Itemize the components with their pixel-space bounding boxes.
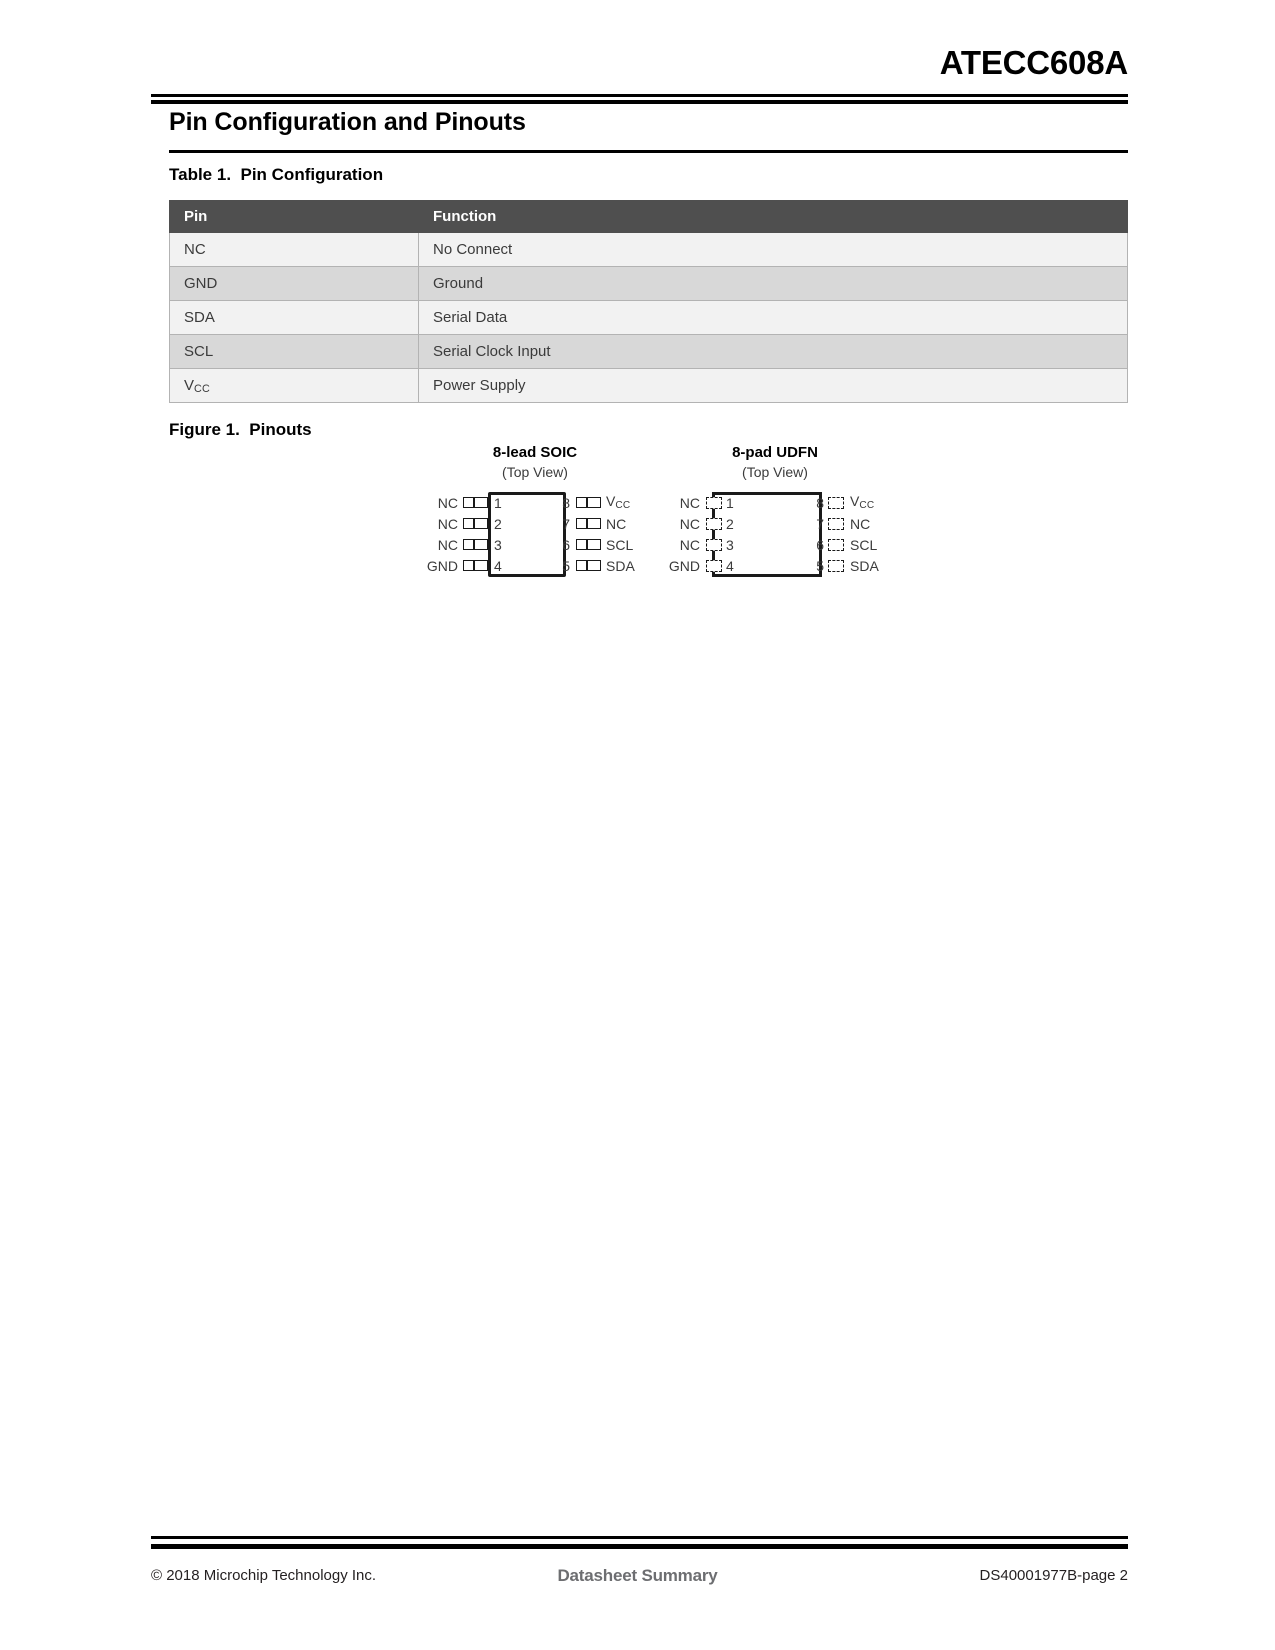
udfn-left-pin-number: 1 — [726, 494, 734, 511]
udfn-right-pin-number: 7 — [816, 515, 824, 532]
table-row — [170, 267, 1128, 301]
soic-left-label: NC — [437, 515, 458, 532]
soic-left-pin-number: 4 — [494, 557, 502, 574]
soic-left-label: NC — [437, 494, 458, 511]
soic-pin-row — [420, 492, 650, 513]
table-body — [170, 233, 1128, 403]
udfn-pad-icon — [828, 518, 844, 530]
udfn-left-label: GND — [668, 557, 700, 574]
pin-subscript: CC — [194, 383, 211, 395]
udfn-right-label: NC — [850, 515, 871, 532]
soic-lead-icon — [576, 518, 601, 529]
udfn-pad-icon — [706, 518, 722, 530]
soic-left-pin-number: 2 — [494, 515, 502, 532]
soic-lead-icon — [463, 497, 488, 508]
table-caption: Table 1. Pin Configuration — [169, 165, 384, 184]
udfn-right-pin-number: 6 — [816, 536, 824, 553]
header-rule-thick — [151, 100, 1128, 104]
cell-function: No Connect — [419, 233, 1128, 267]
cell-pin: NC — [170, 233, 419, 267]
udfn-left-pin-number: 2 — [726, 515, 734, 532]
footer-rule-thick — [151, 1544, 1128, 1549]
udfn-left-label: NC — [679, 494, 700, 511]
column-header-pin: Pin — [170, 201, 419, 233]
udfn-pad-icon — [706, 560, 722, 572]
soic-lead-icon — [576, 497, 601, 508]
pinout-figure — [420, 444, 920, 604]
udfn-pad-icon — [706, 539, 722, 551]
udfn-left-pin-number: 3 — [726, 536, 734, 553]
udfn-left-label: NC — [679, 536, 700, 553]
udfn-pin-row — [660, 555, 890, 576]
header-rule-thin — [151, 94, 1128, 97]
section-rule — [169, 150, 1128, 153]
soic-lead-icon — [463, 518, 488, 529]
udfn-pad-icon — [706, 497, 722, 509]
pin-configuration-table — [169, 200, 1128, 403]
soic-subtitle: (Top View) — [502, 464, 568, 480]
udfn-title: 8-pad UDFN — [732, 444, 818, 461]
udfn-left-label: NC — [679, 515, 700, 532]
document-title: ATECC608A — [939, 44, 1128, 81]
soic-right-pin-number: 7 — [562, 515, 570, 532]
soic-pin-row — [420, 555, 650, 576]
table-row — [170, 301, 1128, 335]
footer-rule-thin — [151, 1536, 1128, 1539]
cell-function: Ground — [419, 267, 1128, 301]
cell-pin: SDA — [170, 301, 419, 335]
label-subscript: CC — [859, 500, 875, 511]
udfn-pad-icon — [828, 539, 844, 551]
footer-page-reference: DS40001977B-page 2 — [979, 1567, 1128, 1584]
footer-center-label: Datasheet Summary — [557, 1566, 718, 1585]
label-subscript: CC — [615, 500, 631, 511]
soic-lead-icon — [576, 560, 601, 571]
soic-lead-icon — [463, 560, 488, 571]
udfn-subtitle: (Top View) — [742, 464, 808, 480]
cell-function: Serial Clock Input — [419, 335, 1128, 369]
udfn-right-label: VCC — [850, 493, 875, 511]
column-header-function: Function — [419, 201, 1128, 233]
cell-function: Power Supply — [419, 369, 1128, 403]
udfn-pad-icon — [828, 560, 844, 572]
udfn-left-pin-number: 4 — [726, 557, 734, 574]
soic-lead-icon — [463, 539, 488, 550]
soic-right-label: NC — [606, 515, 627, 532]
soic-right-label: VCC — [606, 493, 631, 511]
soic-right-pin-number: 6 — [562, 536, 570, 553]
soic-right-label: SCL — [606, 536, 634, 553]
cell-pin: SCL — [170, 335, 419, 369]
udfn-pad-icon — [828, 497, 844, 509]
cell-pin: VCC — [170, 369, 419, 403]
soic-pin-row — [420, 534, 650, 555]
table-row — [170, 335, 1128, 369]
soic-left-label: NC — [437, 536, 458, 553]
cell-function: Serial Data — [419, 301, 1128, 335]
table-row — [170, 369, 1128, 403]
cell-pin: GND — [170, 267, 419, 301]
soic-left-pin-number: 1 — [494, 494, 502, 511]
udfn-right-label: SCL — [850, 536, 878, 553]
soic-left-pin-number: 3 — [494, 536, 502, 553]
section-title: Pin Configuration and Pinouts — [169, 108, 526, 136]
soic-right-label: SDA — [606, 557, 635, 574]
udfn-right-label: SDA — [850, 557, 879, 574]
udfn-pin-row — [660, 492, 890, 513]
package-diagram-udfn — [660, 444, 890, 582]
footer-copyright: © 2018 Microchip Technology Inc. — [151, 1567, 377, 1584]
udfn-right-pin-number: 5 — [816, 557, 824, 574]
figure-caption: Figure 1. Pinouts — [169, 420, 312, 439]
table-header-row — [170, 201, 1128, 233]
soic-title: 8-lead SOIC — [492, 444, 578, 461]
package-diagram-soic — [420, 444, 650, 582]
soic-right-pin-number: 5 — [562, 557, 570, 574]
udfn-pin-row — [660, 513, 890, 534]
soic-left-label: GND — [426, 557, 458, 574]
table-row — [170, 233, 1128, 267]
soic-right-pin-number: 8 — [562, 494, 570, 511]
udfn-pin-row — [660, 534, 890, 555]
soic-lead-icon — [576, 539, 601, 550]
udfn-right-pin-number: 8 — [816, 494, 824, 511]
soic-pin-row — [420, 513, 650, 534]
